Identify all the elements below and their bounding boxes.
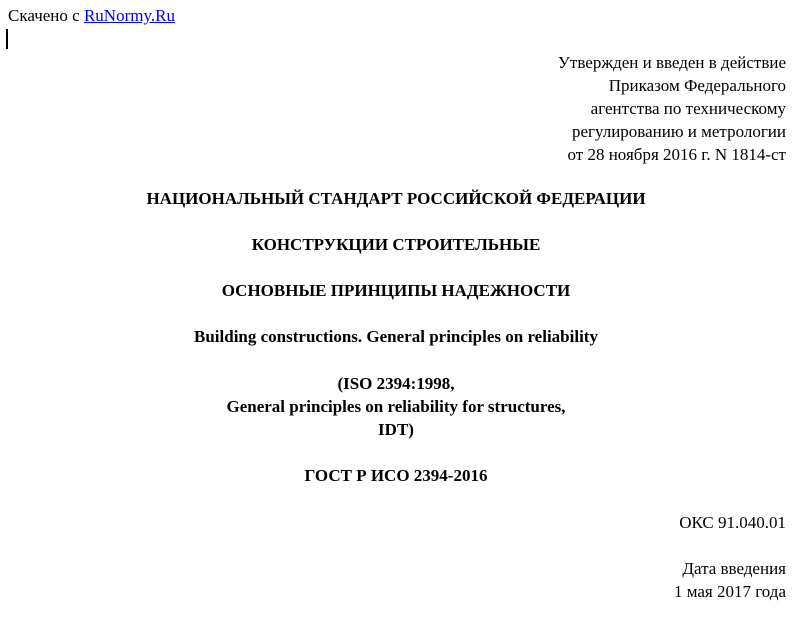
approval-line-3: агентства по техническому [590,99,786,118]
subtitle-heading: ОСНОВНЫЕ ПРИНЦИПЫ НАДЕЖНОСТИ [221,281,571,300]
iso-line-3: IDT) [378,420,414,439]
effective-date-value: 1 мая 2017 года [673,582,786,601]
approval-line-5: от 28 ноября 2016 г. N 1814-ст [567,145,786,164]
approval-line-1: Утвержден и введен в действие [557,53,786,72]
english-title: Building constructions. General principles on reliability [194,327,598,346]
runormy-link[interactable]: RuNormy.Ru [83,6,175,25]
approval-block [558,51,786,166]
iso-line-1: (ISO 2394:1998, [337,374,455,393]
gost-code: ГОСТ Р ИСО 2394-2016 [304,466,488,485]
approval-line-4: регулированию и метрологии [571,122,786,141]
iso-line-2: General principles on reliability for structures, [226,397,566,416]
downloaded-prefix: Скачено с [8,6,80,25]
effective-date-label: Дата введения [682,559,786,578]
national-standard-heading: НАЦИОНАЛЬНЫЙ СТАНДАРТ РОССИЙСКОЙ ФЕДЕРАЦИИ [146,189,646,208]
text-cursor [6,29,8,49]
effective-date-block [674,557,786,603]
subject-heading: КОНСТРУКЦИИ СТРОИТЕЛЬНЫЕ [251,235,541,254]
iso-reference [0,372,792,441]
approval-line-2: Приказом Федерального [608,76,786,95]
source-line [8,6,175,26]
oks-code: ОКС 91.040.01 [679,513,786,532]
